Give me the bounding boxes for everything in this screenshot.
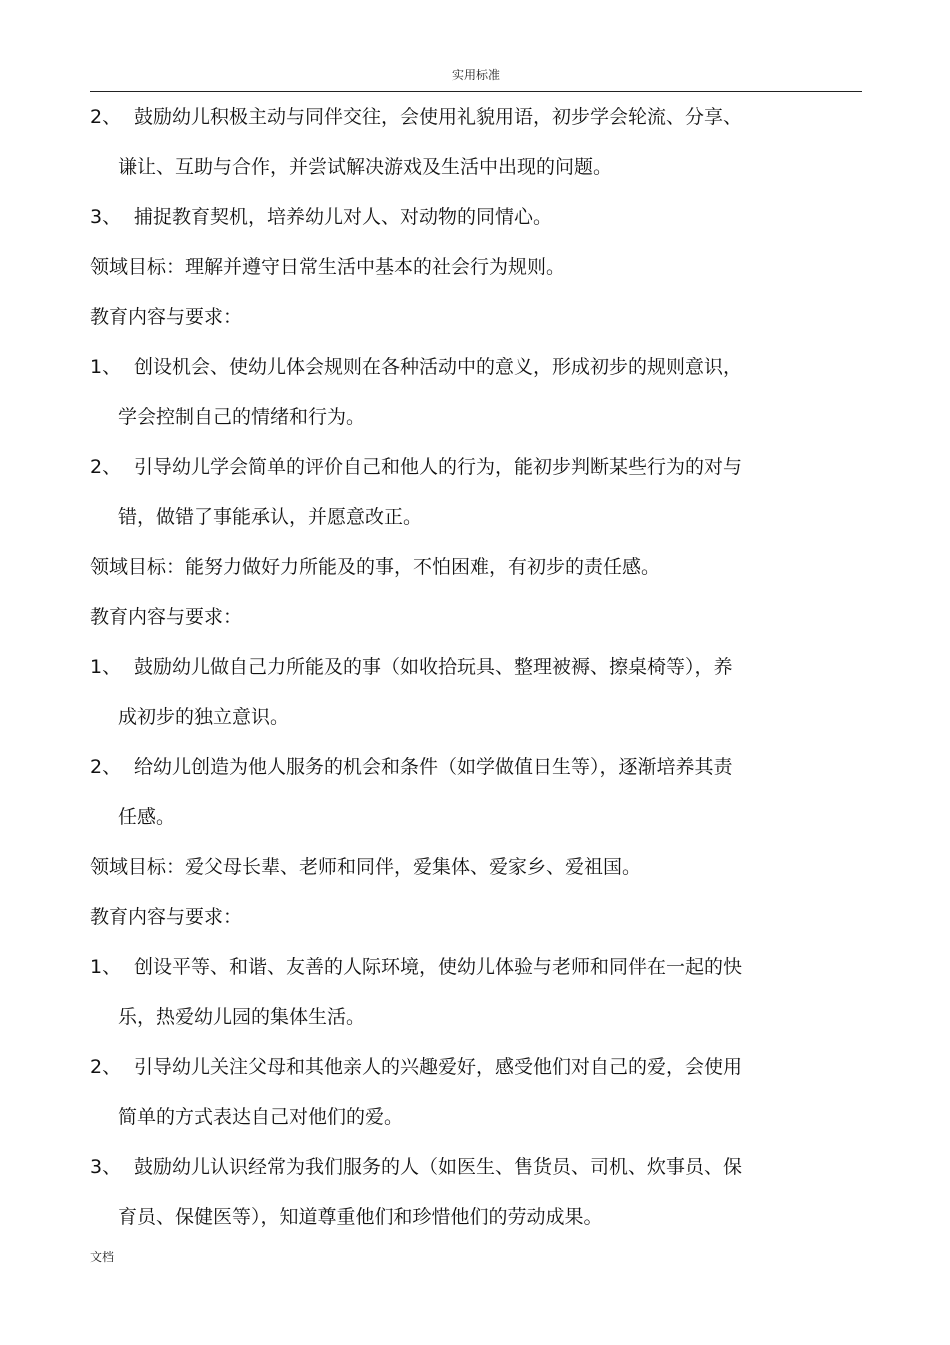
list-item bbox=[90, 642, 862, 692]
domain-goal: 领域目标：能努力做好力所能及的事，不怕困难，有初步的责任感。 bbox=[90, 556, 661, 578]
page-footer: 文档 bbox=[90, 1250, 115, 1264]
item-number: 2、 bbox=[90, 1056, 122, 1078]
item-text: 捕捉教育契机，培养幼儿对人、对动物的同情心。 bbox=[134, 206, 553, 228]
item-continuation: 乐，热爱幼儿园的集体生活。 bbox=[118, 1006, 366, 1028]
item-number: 1、 bbox=[90, 356, 122, 378]
list-item bbox=[90, 192, 862, 242]
list-item bbox=[90, 942, 862, 992]
item-continuation: 学会控制自己的情绪和行为。 bbox=[118, 406, 366, 428]
list-item bbox=[90, 1042, 862, 1092]
item-text: 鼓励幼儿做自己力所能及的事（如收拾玩具、整理被褥、擦桌椅等），养 bbox=[134, 656, 733, 678]
domain-goal: 领域目标：爱父母长辈、老师和同伴，爱集体、爱家乡、爱祖国。 bbox=[90, 856, 642, 878]
list-item bbox=[90, 92, 862, 142]
section-heading: 教育内容与要求： bbox=[90, 306, 243, 328]
document-body bbox=[90, 92, 862, 1242]
section-heading: 教育内容与要求： bbox=[90, 606, 243, 628]
item-number: 2、 bbox=[90, 106, 122, 128]
item-continuation: 成初步的独立意识。 bbox=[118, 706, 290, 728]
item-number: 2、 bbox=[90, 456, 122, 478]
item-text: 给幼儿创造为他人服务的机会和条件（如学做值日生等），逐渐培养其责 bbox=[134, 756, 733, 778]
item-text: 创设平等、和谐、友善的人际环境，使幼儿体验与老师和同伴在一起的快 bbox=[134, 956, 743, 978]
item-continuation: 简单的方式表达自己对他们的爱。 bbox=[118, 1106, 404, 1128]
item-text: 创设机会、使幼儿体会规则在各种活动中的意义，形成初步的规则意识， bbox=[134, 356, 743, 378]
list-item bbox=[90, 1142, 862, 1192]
item-continuation: 任感。 bbox=[118, 806, 176, 828]
item-text: 鼓励幼儿认识经常为我们服务的人（如医生、售货员、司机、炊事员、保 bbox=[134, 1156, 743, 1178]
list-item bbox=[90, 742, 862, 792]
item-text: 引导幼儿关注父母和其他亲人的兴趣爱好，感受他们对自己的爱，会使用 bbox=[134, 1056, 743, 1078]
list-item bbox=[90, 442, 862, 492]
item-continuation: 谦让、互助与合作，并尝试解决游戏及生活中出现的问题。 bbox=[118, 156, 613, 178]
item-continuation: 育员、保健医等），知道尊重他们和珍惜他们的劳动成果。 bbox=[118, 1206, 603, 1228]
item-text: 鼓励幼儿积极主动与同伴交往，会使用礼貌用语，初步学会轮流、分享、 bbox=[134, 106, 743, 128]
item-number: 1、 bbox=[90, 956, 122, 978]
item-number: 2、 bbox=[90, 756, 122, 778]
item-number: 3、 bbox=[90, 206, 122, 228]
item-number: 3、 bbox=[90, 1156, 122, 1178]
page-header: 实用标准 bbox=[451, 68, 500, 82]
item-text: 引导幼儿学会简单的评价自己和他人的行为，能初步判断某些行为的对与 bbox=[134, 456, 743, 478]
domain-goal: 领域目标：理解并遵守日常生活中基本的社会行为规则。 bbox=[90, 256, 566, 278]
section-heading: 教育内容与要求： bbox=[90, 906, 243, 928]
item-continuation: 错，做错了事能承认，并愿意改正。 bbox=[118, 506, 423, 528]
item-number: 1、 bbox=[90, 656, 122, 678]
list-item bbox=[90, 342, 862, 392]
